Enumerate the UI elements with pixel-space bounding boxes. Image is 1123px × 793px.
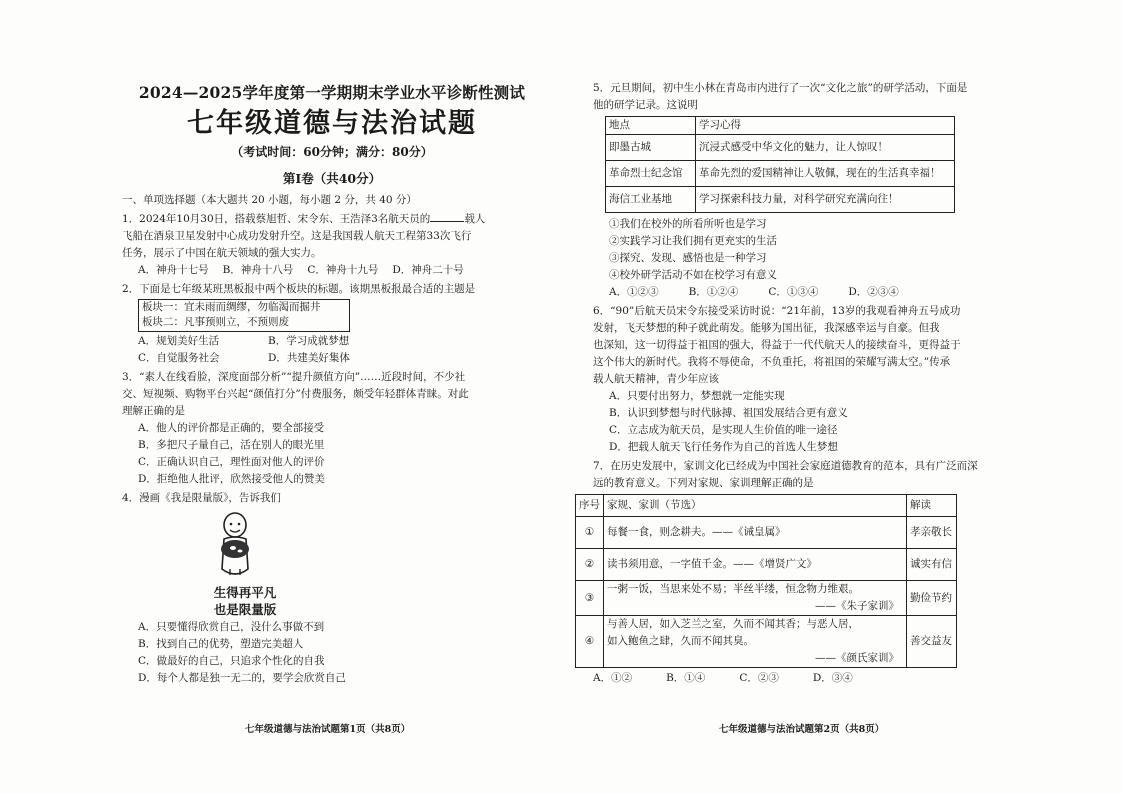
blackboard-box bbox=[138, 299, 350, 333]
table-row bbox=[606, 187, 955, 213]
rule-text: 每餐一食，则念耕夫。——《诫皇属》 bbox=[604, 517, 907, 549]
question-6 bbox=[593, 303, 1013, 456]
question-2-options bbox=[122, 333, 542, 367]
option-a: A．只要懂得欣赏自己，没什么事做不到 bbox=[138, 620, 325, 633]
option-d: D．共建美好集体 bbox=[268, 352, 350, 365]
question-3-line-2: 交、短视频、购物平台兴起“颜值打分”付费服务，颇受年轻群体青睐。对此 bbox=[122, 388, 469, 401]
table-row bbox=[576, 616, 957, 668]
rule-source: ——《颜氏家训》 bbox=[815, 652, 899, 664]
table-header-row bbox=[606, 117, 955, 135]
rule-text: 一粥一饭，当思来处不易；半丝半缕，恒念物力维艰。 bbox=[607, 583, 859, 595]
rule-text: 与善人居，如入芝兰之室，久而不闻其香；与恶人居， bbox=[607, 618, 859, 630]
exam-page-1 bbox=[0, 0, 561, 793]
rule-meaning: 善交益友 bbox=[907, 616, 957, 668]
section-title: 一、单项选择题（本大题共 20 小题，每小题 2 分，共 40 分） bbox=[122, 193, 417, 206]
option-c: C．立志成为航天员，是实现人生价值的唯一途径 bbox=[609, 424, 838, 436]
option-c: C．自觉服务社会 bbox=[138, 352, 220, 365]
part-title: 第Ⅰ卷（共40分） bbox=[282, 171, 382, 187]
statement-4: ④校外研学活动不如在校学习有意义 bbox=[609, 269, 777, 281]
option-b: B．①②④ bbox=[688, 286, 739, 298]
cartoon-caption bbox=[190, 585, 300, 619]
question-5-line-1: 5．元旦期间，初中生小林在青岛市内进行了一次“文化之旅”的研学活动，下面是 bbox=[593, 82, 968, 94]
question-5-options bbox=[593, 284, 1013, 301]
question-1-line-2: 飞船在酒泉卫星发射中心成功发射升空。这是我国载人航天工程第33次飞行 bbox=[122, 229, 472, 242]
question-5 bbox=[593, 80, 1013, 301]
question-4-text: 4．漫画《我是限量版》，告诉我们 bbox=[122, 492, 281, 505]
option-a: A．①②③ bbox=[609, 286, 659, 298]
family-rules-table bbox=[575, 494, 957, 668]
option-d: D．②③④ bbox=[848, 286, 899, 298]
question-5-line-2: 他的研学记录。这说明 bbox=[593, 99, 698, 111]
option-a: A．只要付出努力，梦想就一定能实现 bbox=[609, 390, 785, 402]
question-2-text: 2．下面是七年级某班黑板报中两个板块的标题。该期黑板报最合适的主题是 bbox=[122, 282, 476, 295]
question-4 bbox=[122, 490, 542, 687]
table-row bbox=[576, 581, 957, 616]
question-6-line-1: 6．“90”后航天员宋令东接受采访时说：“21年前，13岁的我观看神舟五号成功 bbox=[593, 305, 961, 317]
page-2-column bbox=[579, 78, 1013, 687]
statement-1: ①我们在校外的所看所听也是学习 bbox=[609, 218, 767, 230]
rule-text: 如入鲍鱼之肆，久而不闻其臭。 bbox=[607, 635, 754, 647]
option-d: D．③④ bbox=[812, 672, 853, 684]
row-number: ① bbox=[576, 517, 604, 549]
question-3-line-3: 理解正确的是 bbox=[122, 405, 185, 418]
table-header-row bbox=[576, 495, 957, 517]
page-1-column bbox=[122, 0, 542, 687]
option-b: B．①④ bbox=[666, 672, 706, 684]
option-c: C．①③④ bbox=[768, 286, 819, 298]
question-3 bbox=[122, 369, 542, 488]
option-b: B．神舟十八号 bbox=[222, 263, 294, 276]
rule-text-cell bbox=[604, 581, 907, 616]
table-cell: 革命先烈的爱国精神让人敬佩，现在的生活真幸福！ bbox=[696, 161, 955, 187]
row-number: ④ bbox=[576, 616, 604, 668]
question-2 bbox=[122, 281, 542, 368]
row-number: ③ bbox=[576, 581, 604, 616]
rule-meaning: 孝亲敬长 bbox=[907, 517, 957, 549]
cartoon-caption-line-1: 生得再平凡 bbox=[213, 585, 277, 601]
table-row bbox=[576, 549, 957, 581]
option-d: D．把载人航天飞行任务作为自己的首选人生梦想 bbox=[609, 441, 838, 453]
table-cell: 革命烈士纪念馆 bbox=[606, 161, 696, 187]
table-header-rules: 家规、家训（节选） bbox=[604, 495, 907, 517]
question-6-line-2: 发射，飞天梦想的种子就此萌发。能够为国出征，我深感幸运与自豪。但我 bbox=[593, 322, 940, 334]
option-b: B．学习成就梦想 bbox=[268, 335, 350, 348]
option-c: C．神舟十九号 bbox=[307, 263, 379, 276]
table-header-location: 地点 bbox=[606, 117, 696, 135]
question-6-line-4: 这个伟大的新时代。我将不辱使命，不负重托，将祖国的荣耀写满太空。”传承 bbox=[593, 356, 951, 368]
option-d: D．每个人都是独一无二的，要学会欣赏自己 bbox=[138, 671, 346, 684]
cartoon-caption-line-2: 也是限量版 bbox=[213, 601, 277, 617]
cartoon-figure-icon bbox=[200, 511, 270, 581]
option-c: C．②③ bbox=[739, 672, 779, 684]
question-1-line-3: 任务，展示了中国在航天领域的强大实力。 bbox=[122, 246, 322, 259]
option-a: A．规划美好生活 bbox=[138, 335, 220, 348]
option-a: A．他人的评价都是正确的，要全部接受 bbox=[138, 422, 325, 435]
question-1-line-1 bbox=[122, 211, 542, 228]
board-section-1: 板块一：宜未雨而绸缪，勿临渴而掘井 bbox=[142, 300, 321, 313]
table-cell: 海信工业基地 bbox=[606, 187, 696, 213]
option-c: C．做最好的自己，只追求个性化的自我 bbox=[138, 654, 325, 667]
question-1-text-before: 1．2024年10月30日，搭载蔡旭哲、宋令东、王浩泽3名航天员的 bbox=[122, 212, 431, 225]
question-7-line-1: 7．在历史发展中，家训文化已经成为中国社会家庭道德教育的范本，具有广泛而深 bbox=[593, 460, 978, 472]
page-2-footer: 七年级道德与法治试题第2页（共8页） bbox=[719, 724, 885, 735]
table-header-interpretation: 解读 bbox=[907, 495, 957, 517]
option-b: B．认识到梦想与时代脉搏、祖国发展结合更有意义 bbox=[609, 407, 848, 419]
rule-meaning: 勤俭节约 bbox=[907, 581, 957, 616]
table-header-number: 序号 bbox=[576, 495, 604, 517]
table-header-insight: 学习心得 bbox=[696, 117, 955, 135]
option-b: B．找到自己的优势，塑造完美超人 bbox=[138, 637, 304, 650]
option-a: A．①② bbox=[593, 672, 633, 684]
question-6-line-3: 也深知，这一切得益于祖国的强大，得益于一代代航天人的接续奋斗，更得益于 bbox=[593, 339, 961, 351]
exam-info: （考试时间：60分钟；满分：80分） bbox=[231, 144, 433, 159]
statement-3: ③探究、发现、感悟也是一种学习 bbox=[609, 252, 767, 264]
study-record-table bbox=[605, 116, 955, 213]
question-3-line-1: 3．“素人在线看脸，深度面部分析”“提升颜值方向”……近段时间，不少社 bbox=[122, 371, 466, 384]
cartoon bbox=[190, 511, 300, 619]
row-number: ② bbox=[576, 549, 604, 581]
rule-text-cell bbox=[604, 616, 907, 668]
rule-source: ——《朱子家训》 bbox=[815, 600, 899, 612]
exam-title: 2024—2025学年度第一学期期末学业水平诊断性测试 bbox=[138, 83, 526, 102]
answer-blank bbox=[430, 212, 464, 222]
option-d: D．拒绝他人批评，欣然接受他人的赞美 bbox=[138, 473, 325, 486]
question-7 bbox=[579, 458, 1013, 687]
question-1-options bbox=[122, 262, 542, 279]
table-row bbox=[606, 135, 955, 161]
statement-2: ②实践学习让我们拥有更充实的生活 bbox=[609, 235, 777, 247]
question-1-text-after: 载人 bbox=[464, 212, 486, 225]
board-section-2: 板块二：凡事预则立，不预则废 bbox=[142, 316, 289, 329]
table-cell: 学习探索科技力量，对科学研究充满向往！ bbox=[696, 187, 955, 213]
option-a: A．神舟十七号 bbox=[138, 263, 209, 276]
table-cell: 即墨古城 bbox=[606, 135, 696, 161]
question-7-line-2: 远的教育意义。下列对家规、家训理解正确的是 bbox=[593, 477, 814, 489]
question-6-line-5: 载人航天精神，青少年应该 bbox=[593, 373, 719, 385]
option-c: C．正确认识自己，理性面对他人的评价 bbox=[138, 456, 325, 469]
rule-meaning: 诚实有信 bbox=[907, 549, 957, 581]
option-b: B．多把尺子量自己，活在别人的眼光里 bbox=[138, 439, 325, 452]
page-1-footer: 七年级道德与法治试题第1页（共8页） bbox=[245, 724, 411, 735]
question-1 bbox=[122, 211, 542, 279]
rule-text: 读书须用意，一字值千金。——《增贤广文》 bbox=[604, 549, 907, 581]
exam-page-2 bbox=[561, 0, 1123, 793]
option-d: D．神舟二十号 bbox=[392, 263, 464, 276]
subject-title: 七年级道德与法治试题 bbox=[187, 108, 477, 140]
table-row bbox=[576, 517, 957, 549]
question-7-options bbox=[593, 670, 1013, 687]
table-cell: 沉浸式感受中华文化的魅力，让人惊叹！ bbox=[696, 135, 955, 161]
table-row bbox=[606, 161, 955, 187]
